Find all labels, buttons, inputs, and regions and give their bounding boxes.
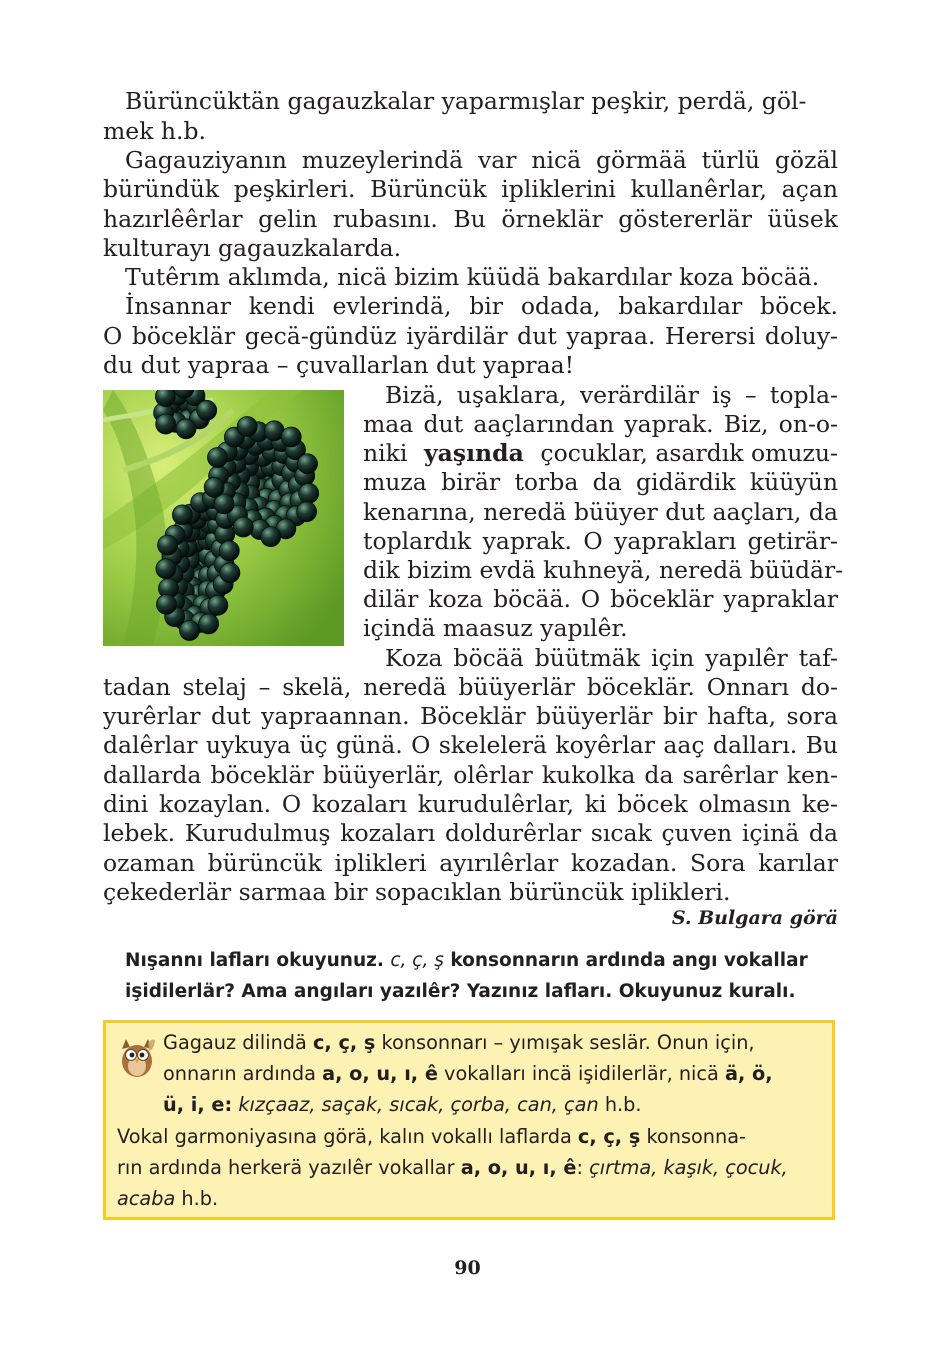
rule-line xyxy=(117,1122,746,1152)
story-line-highlight xyxy=(363,438,838,468)
rule-letters: c, ç, ş xyxy=(313,1031,376,1054)
story-line: Tutêrım aklımda, nicä bizim küüdä bakardılar koza böcää. xyxy=(125,263,820,291)
rule-line xyxy=(163,1090,642,1120)
story-line: dini kozaylan. O kozaları kurudulêrlar, ki böcek olmasın ke- xyxy=(103,790,838,818)
story-word: çocuklar, asardık omuzu- xyxy=(540,439,838,467)
story-line: içindä maasuz yapılêr. xyxy=(363,614,628,642)
berry-drupelet xyxy=(158,535,178,555)
rule-text: Vokal garmoniyasına görä, kalın vokallı laflarda xyxy=(117,1125,578,1148)
berry-drupelet xyxy=(261,527,281,547)
berry-drupelet xyxy=(199,614,219,634)
task-text: Nışannı lafları okuyunuz. xyxy=(125,950,384,971)
story-line: O böceklär gecä-gündüz iyärdilär dut yapraa. Herersi doluy- xyxy=(103,322,838,350)
berry-drupelet xyxy=(180,621,200,641)
berry-drupelet xyxy=(172,505,192,525)
berry-drupelet xyxy=(204,477,224,497)
rule-text: : xyxy=(576,1156,590,1179)
story-line: mek h.b. xyxy=(103,117,207,145)
story-line: Koza böcää büütmäk için yapılêr taf- xyxy=(385,644,838,672)
story-line: yurêrlar dut yapraannan. Böceklär büüyerlär bir hafta, sora xyxy=(103,702,838,730)
page-number: 90 xyxy=(454,1257,481,1279)
story-line: Gagauziyanın muzeylerindä var nicä görmää türlü gözäl xyxy=(125,146,838,174)
berry-drupelet xyxy=(156,414,176,434)
rule-letters: a, o, u, ı, ê xyxy=(460,1156,577,1179)
rule-examples: acaba xyxy=(117,1187,176,1210)
rule-line xyxy=(163,1028,755,1058)
story-line: dik bizim evdä kuhneyä, neredä büüdär- xyxy=(363,556,844,584)
rule-letters: ä, ö, xyxy=(724,1062,773,1085)
story-line: tadan stelaj – skelä, neredä büüyerlär böceklär. Onnarı do- xyxy=(103,673,838,701)
rule-text: rın ardında herkerä yazılêr vokallar xyxy=(117,1156,461,1179)
rule-text: onnarın ardında xyxy=(163,1062,323,1085)
rule-text: Gagauz dilindä xyxy=(163,1031,313,1054)
task-text: konsonnarın ardında angı vokallar xyxy=(450,950,808,971)
story-line: kenarına, neredä büüyer dut aaçları, da xyxy=(363,498,838,526)
rule-line xyxy=(117,1184,218,1214)
task-instruction-line: işidilerlär? Ama angıları yazılêr? Yazınız lafları. Okuyunuz kuralı. xyxy=(125,981,796,1002)
berry-drupelet xyxy=(281,427,301,447)
story-line: dalêrlar uykuya üç günä. O skelelerä koyêrlar aaç dalları. Bu xyxy=(103,731,838,759)
berry-drupelet xyxy=(156,559,176,579)
story-line: maa dut aaçlarından yaprak. Biz, on-o- xyxy=(363,410,838,438)
story-line: İnsannar kendi evlerindä, bir odada, bakardılar böcek. xyxy=(125,292,838,320)
story-line: dilär koza böcää. O böceklär yapraklar xyxy=(363,585,838,613)
rule-text: h.b. xyxy=(598,1093,642,1116)
berry-drupelet xyxy=(197,400,217,420)
story-line: Bürüncüktän gagauzkalar yaparmışlar peşkir, perdä, göl- xyxy=(125,87,807,115)
task-letters: c, ç, ş xyxy=(390,950,444,971)
berry-drupelet xyxy=(176,419,196,439)
rule-letters: a, o, u, ı, ê xyxy=(322,1062,438,1085)
story-line: lebek. Kurudulmuş kozaları doldurêrlar sıcak çuven içinä da xyxy=(103,819,838,847)
berry-drupelet xyxy=(237,417,257,437)
source-attribution: S. Bulgara görä xyxy=(671,907,838,929)
story-line: kulturayı gagauzkalarda. xyxy=(103,234,402,262)
berry-drupelet xyxy=(233,517,253,537)
highlighted-word: yaşında xyxy=(424,439,524,467)
owl-icon xyxy=(118,1035,156,1079)
rule-letters: ü, i, e: xyxy=(163,1093,233,1116)
story-line: du dut yapraa – çuvallarlan dut yapraa! xyxy=(103,351,575,379)
berry-drupelet xyxy=(219,541,239,561)
rule-examples: kızçaaz, saçak, sıcak, çorba, can, çan xyxy=(232,1093,599,1116)
story-word: niki xyxy=(363,439,408,467)
rule-examples: çırtma, kaşık, çocuk, xyxy=(589,1156,788,1179)
rule-text: vokalları incä işidilerlär, nicä xyxy=(437,1062,725,1085)
rule-line xyxy=(117,1153,788,1183)
story-line: Bizä, uşaklara, verärdilär iş – topla- xyxy=(385,381,838,409)
berry-drupelet xyxy=(220,563,240,583)
berry-drupelet xyxy=(157,594,177,614)
story-line: ozaman bürüncük iplikleri ayırılêrlar kozadan. Sora karılar xyxy=(103,849,838,877)
story-line: toplardık yaprak. O yaprakları getirär- xyxy=(363,527,838,555)
mulberry-photo xyxy=(103,390,344,646)
story-line: büründük peşkirleri. Bürüncük ipliklerini kullanêrlar, açan xyxy=(103,175,838,203)
berry-drupelet xyxy=(155,390,175,407)
rule-line xyxy=(163,1059,773,1089)
rule-letters: c, ç, ş xyxy=(577,1125,641,1148)
berry-drupelet xyxy=(297,502,317,522)
berry-drupelet xyxy=(208,448,228,468)
rule-text: h.b. xyxy=(175,1187,219,1210)
task-instruction-line xyxy=(125,946,808,976)
rule-text: konsonnarı – yımışak seslär. Onun için, xyxy=(375,1031,755,1054)
story-line: hazırlêêrlar gelin rubasını. Bu örneklär göstererlär üüsek xyxy=(103,205,838,233)
berry-drupelet xyxy=(298,454,318,474)
story-line: dallarda böceklär büüyerlär, olêrlar kukolka da sarêrlar ken- xyxy=(103,761,838,789)
berry-drupelet xyxy=(208,595,228,615)
story-line: muza birär torba da gidärdik küüyün xyxy=(363,468,838,496)
berry-drupelet xyxy=(299,483,319,503)
rule-text: konsonna- xyxy=(640,1125,747,1148)
rule-box xyxy=(103,1020,835,1220)
story-line: çekederlär sarmaa bir sopacıklan bürüncük iplikleri. xyxy=(103,878,731,906)
